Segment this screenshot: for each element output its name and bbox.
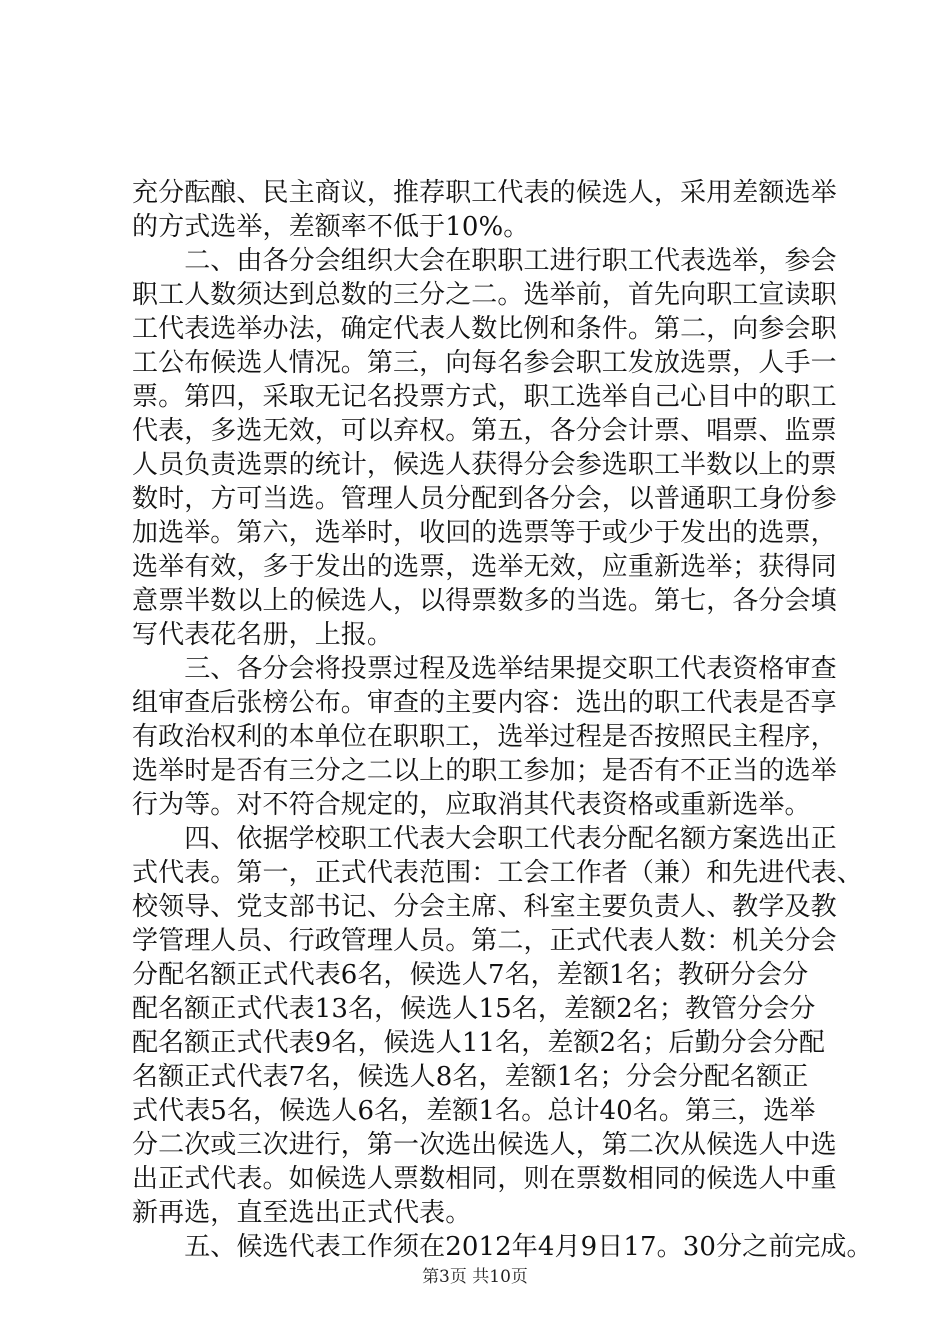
text-line: 四、依据学校职工代表大会职工代表分配名额方案选出正 [132, 824, 837, 854]
text-line: 组审查后张榜公布。审查的主要内容：选出的职工代表是否享 [132, 688, 837, 718]
text-line: 充分酝酿、民主商议，推荐职工代表的候选人，采用差额选举 [132, 178, 837, 208]
text-line: 有政治权利的本单位在职职工，选举过程是否按照民主程序， [132, 722, 837, 752]
text-line: 工代表选举办法，确定代表人数比例和条件。第二，向参会职 [132, 314, 837, 344]
text-line: 数时，方可当选。管理人员分配到各分会，以普通职工身份参 [132, 484, 837, 514]
text-line: 选举时是否有三分之二以上的职工参加；是否有不正当的选举 [132, 756, 837, 786]
text-line: 写代表花名册，上报。 [132, 620, 394, 650]
page-number-footer: 第3页 共10页 [422, 1267, 528, 1287]
text-line: 的方式选举，差额率不低于10%。 [132, 212, 530, 242]
text-line: 学管理人员、行政管理人员。第二，正式代表人数：机关分会 [132, 926, 837, 956]
text-line: 五、候选代表工作须在2012年4月9日17。30分之前完成。 [132, 1232, 873, 1262]
text-line: 校领导、党支部书记、分会主席、科室主要负责人、教学及教 [132, 892, 837, 922]
text-line: 出正式代表。如候选人票数相同，则在票数相同的候选人中重 [132, 1164, 837, 1194]
text-line: 三、各分会将投票过程及选举结果提交职工代表资格审查 [132, 654, 837, 684]
text-line: 新再选，直至选出正式代表。 [132, 1198, 472, 1228]
text-line: 选举有效，多于发出的选票，选举无效，应重新选举；获得同 [132, 552, 837, 582]
text-line: 分配名额正式代表6名，候选人7名，差额1名；教研分会分 [132, 960, 809, 990]
text-line: 职工人数须达到总数的三分之二。选举前，首先向职工宣读职 [132, 280, 837, 310]
text-line: 名额正式代表7名，候选人8名，差额1名；分会分配名额正 [132, 1062, 809, 1092]
text-line: 配名额正式代表13名，候选人15名，差额2名；教管分会分 [132, 994, 816, 1024]
text-line: 配名额正式代表9名，候选人11名，差额2名；后勤分会分配 [132, 1028, 825, 1058]
text-line: 式代表5名，候选人6名，差额1名。总计40名。第三，选举 [132, 1096, 816, 1126]
text-line: 代表，多选无效，可以弃权。第五，各分会计票、唱票、监票 [132, 416, 837, 446]
text-line: 行为等。对不符合规定的，应取消其代表资格或重新选举。 [132, 790, 811, 820]
text-line: 二、由各分会组织大会在职职工进行职工代表选举，参会 [132, 246, 837, 276]
text-line: 分二次或三次进行，第一次选出候选人，第二次从候选人中选 [132, 1130, 837, 1160]
text-line: 票。第四，采取无记名投票方式，职工选举自己心目中的职工 [132, 382, 837, 412]
text-line: 工公布候选人情况。第三，向每名参会职工发放选票，人手一 [132, 348, 837, 378]
text-line: 加选举。第六，选举时，收回的选票等于或少于发出的选票， [132, 518, 837, 548]
text-line: 意票半数以上的候选人，以得票数多的当选。第七，各分会填 [132, 586, 837, 616]
text-line: 式代表。第一，正式代表范围：工会工作者（兼）和先进代表、 [132, 858, 863, 888]
text-line: 人员负责选票的统计，候选人获得分会参选职工半数以上的票 [132, 450, 837, 480]
